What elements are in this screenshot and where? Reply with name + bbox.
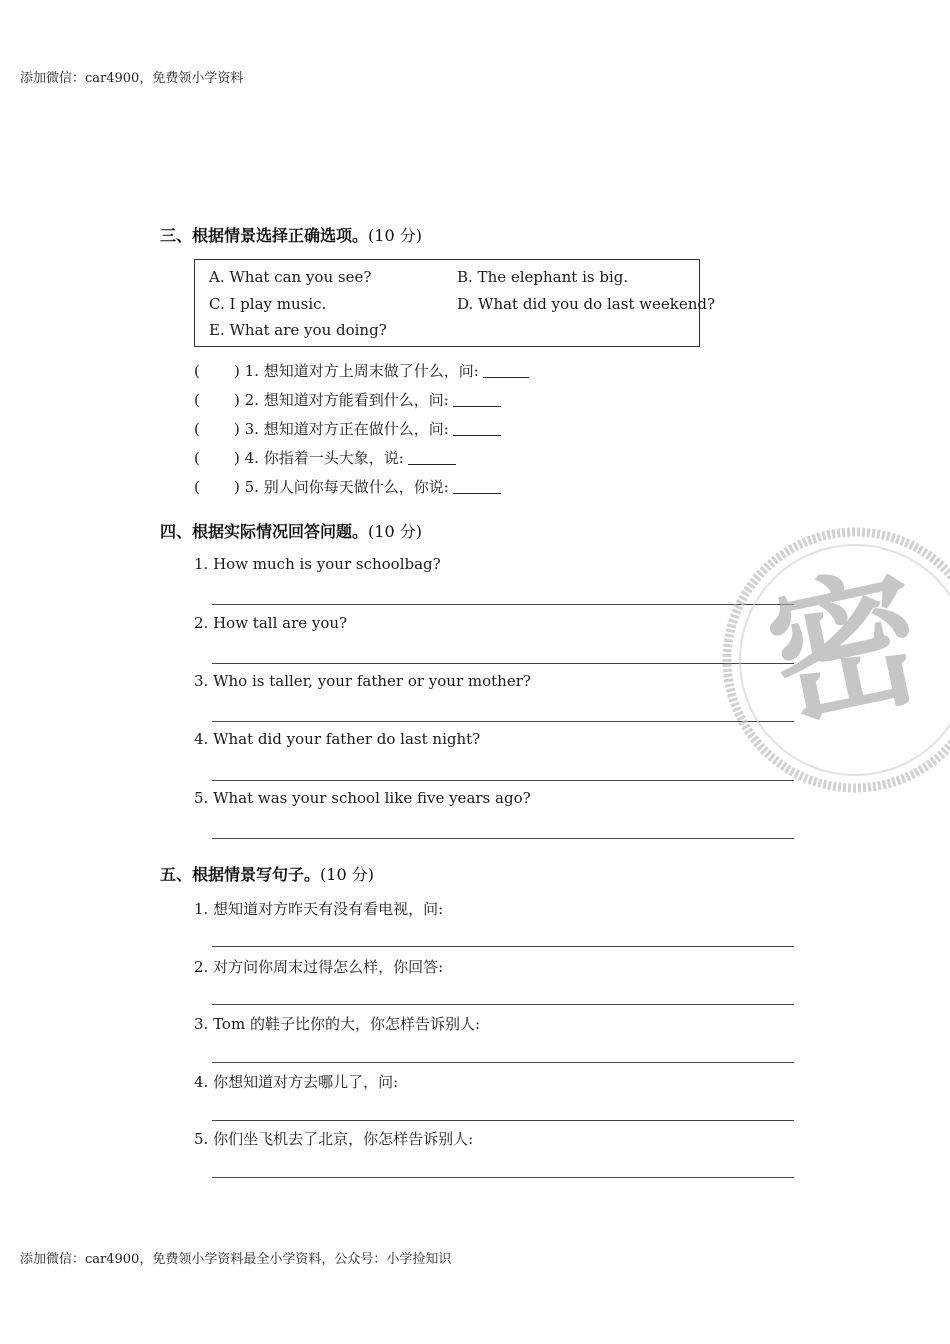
watermark-top: 添加微信：car4900，免费领小学资料: [20, 71, 244, 86]
answer-blank[interactable]: [453, 421, 501, 436]
section4-question-4: 4. What did your father do last night?: [194, 730, 481, 748]
section4-points: (10 分): [368, 522, 422, 541]
confidential-stamp-icon: [700, 510, 938, 810]
answer-bracket-close: ): [234, 420, 240, 438]
section5-question-4: 4. 你想知道对方去哪儿了，问:: [194, 1073, 399, 1091]
answer-blank[interactable]: [483, 363, 529, 378]
stamp-character: 密: [754, 548, 938, 750]
mc-question-2: [194, 389, 501, 410]
options-box: [194, 259, 716, 347]
answer-line[interactable]: [212, 1120, 794, 1121]
section3-points: (10 分): [368, 226, 422, 245]
answer-line[interactable]: [212, 1062, 794, 1063]
answer-bracket-open: (: [194, 391, 200, 409]
section5-title: [160, 862, 374, 885]
answer-line[interactable]: [212, 946, 794, 947]
section4-title: [160, 519, 422, 542]
option-e: E. What are you doing?: [209, 321, 387, 339]
answer-blank[interactable]: [408, 450, 456, 465]
answer-line[interactable]: [212, 838, 794, 839]
option-b: B. The elephant is big.: [457, 268, 629, 286]
section4-title-text: 四、根据实际情况回答问题。: [160, 522, 369, 541]
answer-bracket-open: (: [194, 420, 200, 438]
section3-title: [160, 223, 422, 246]
answer-bracket-close: ): [234, 391, 240, 409]
mc-question-text: 1. 想知道对方上周末做了什么，问:: [244, 362, 479, 380]
answer-line[interactable]: [212, 1004, 794, 1005]
mc-question-text: 2. 想知道对方能看到什么，问:: [244, 391, 449, 409]
section5-title-text: 五、根据情景写句子。: [160, 865, 321, 884]
answer-bracket-close: ): [234, 449, 240, 467]
section5-question-5: 5. 你们坐飞机去了北京，你怎样告诉别人:: [194, 1130, 474, 1148]
mc-question-3: [194, 418, 501, 439]
option-a: A. What can you see?: [209, 268, 372, 286]
section5-question-1: 1. 想知道对方昨天有没有看电视，问:: [194, 900, 444, 918]
section4-question-2: 2. How tall are you?: [194, 614, 348, 632]
mc-question-text: 4. 你指着一头大象，说:: [244, 449, 404, 467]
mc-question-5: [194, 476, 501, 497]
mc-question-1: [194, 360, 529, 381]
answer-bracket-close: ): [234, 478, 240, 496]
section4-question-1: 1. How much is your schoolbag?: [194, 555, 441, 573]
mc-question-4: [194, 447, 456, 468]
mc-question-text: 3. 想知道对方正在做什么，问:: [244, 420, 449, 438]
section5-question-3: 3. Tom 的鞋子比你的大，你怎样告诉别人:: [194, 1015, 480, 1033]
answer-blank[interactable]: [453, 479, 501, 494]
answer-bracket-close: ): [234, 362, 240, 380]
section3-title-text: 三、根据情景选择正确选项。: [160, 226, 369, 245]
option-c: C. I play music.: [209, 295, 327, 313]
section4-question-5: 5. What was your school like five years ago?: [194, 789, 531, 807]
answer-bracket-open: (: [194, 449, 200, 467]
section4-question-3: 3. Who is taller, your father or your mother?: [194, 672, 531, 690]
answer-bracket-open: (: [194, 478, 200, 496]
section5-question-2: 2. 对方问你周末过得怎么样，你回答:: [194, 958, 444, 976]
answer-line[interactable]: [212, 1177, 794, 1178]
section5-points: (10 分): [320, 865, 374, 884]
mc-question-text: 5. 别人问你每天做什么，你说:: [244, 478, 449, 496]
answer-bracket-open: (: [194, 362, 200, 380]
watermark-bottom: 添加微信：car4900，免费领小学资料最全小学资料，公众号：小学捡知识: [20, 1252, 452, 1267]
option-d: D. What did you do last weekend?: [457, 295, 716, 313]
answer-blank[interactable]: [453, 392, 501, 407]
